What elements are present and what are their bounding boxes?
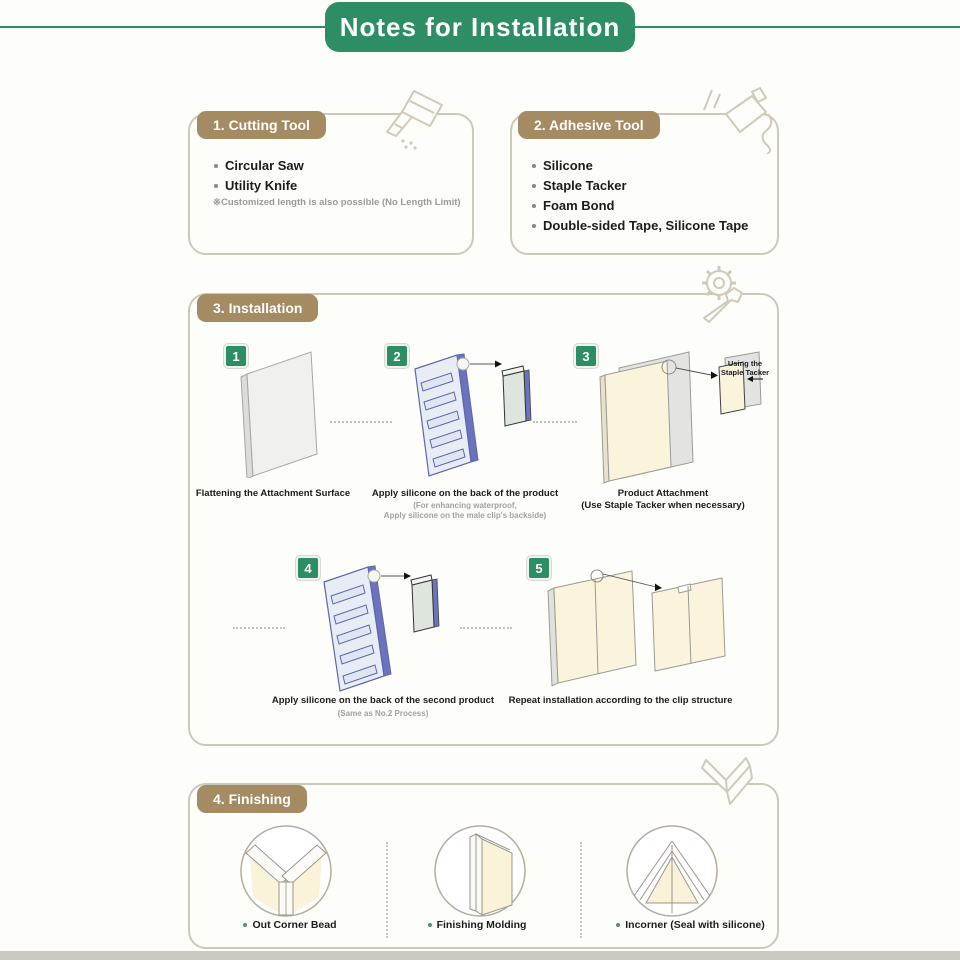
step3-annotation (716, 359, 774, 377)
finishing-separator-dots (386, 842, 388, 938)
finishing-separator-dots (580, 842, 582, 938)
section-label-installation: 3. Installation (197, 294, 318, 322)
adhesive-tool-list (532, 158, 748, 238)
list-item-label: Staple Tacker (543, 178, 627, 193)
section-label-cutting-tool: 1. Cutting Tool (197, 111, 326, 139)
list-item-label: Double-sided Tape, Silicone Tape (543, 218, 749, 233)
list-item-label: Circular Saw (225, 158, 304, 173)
step-badge-4: 4 (296, 556, 320, 580)
finishing-caption-out-corner-bead (215, 919, 365, 931)
bullet-dot (532, 164, 536, 168)
list-item (532, 198, 748, 213)
annotation-line: Using the (727, 359, 763, 368)
page-title-banner (325, 2, 635, 52)
bullet-dot (532, 184, 536, 188)
step4-subcaption: (Same as No.2 Process) (337, 709, 429, 718)
step-badge-1: 1 (224, 344, 248, 368)
step1-caption: Flattening the Attachment Surface (195, 488, 351, 499)
section-label-adhesive-tool: 2. Adhesive Tool (518, 111, 660, 139)
page-bottom-strip (0, 951, 960, 960)
utility-knife-icon (372, 88, 448, 152)
subcaption-line: Apply silicone on the male clip's backside) (383, 511, 547, 520)
list-item (532, 158, 748, 173)
subcaption-line: (For enhancing waterproof, (413, 501, 517, 510)
finishing-circle-incorner (624, 823, 720, 919)
step-separator-dots (460, 627, 512, 629)
caption-line: Product Attachment (617, 488, 709, 499)
list-item (532, 178, 748, 193)
bullet-dot (532, 204, 536, 208)
step-separator-dots (233, 627, 285, 629)
list-item-label: Foam Bond (543, 198, 615, 213)
step-badge-2: 2 (385, 344, 409, 368)
step-separator-dots (533, 421, 577, 423)
step4-caption: Apply silicone on the back of the second product (271, 695, 495, 706)
step5-repeat-installation-diagram (540, 560, 730, 690)
step5-caption: Repeat installation according to the clip structure (508, 695, 733, 706)
finishing-caption-incorner (598, 919, 783, 931)
caption-line: (Use Staple Tacker when necessary) (581, 500, 745, 511)
bullet-dot (214, 184, 218, 188)
bullet-dot (532, 224, 536, 228)
step-separator-dots (330, 421, 392, 423)
list-item (214, 158, 304, 173)
finishing-caption-label: Out Corner Bead (252, 919, 337, 931)
finishing-caption-finishing-molding (402, 919, 552, 931)
cutting-tool-note: ※Customized length is also possible (No Length Limit) (213, 197, 461, 208)
silicone-tube-icon (698, 86, 776, 154)
step2-caption: Apply silicone on the back of the product (371, 488, 559, 499)
step-badge-3: 3 (574, 344, 598, 368)
finishing-circle-out-corner-bead (238, 823, 334, 919)
list-item-label: Utility Knife (225, 178, 298, 193)
bullet-dot (214, 164, 218, 168)
step-badge-5: 5 (527, 556, 551, 580)
bullet-dot (428, 923, 432, 927)
section-label-finishing: 4. Finishing (197, 785, 307, 813)
step1-flat-panel-diagram (233, 346, 328, 478)
gear-wrench-icon (692, 262, 760, 326)
cutting-tool-list (214, 158, 304, 198)
finishing-caption-label: Finishing Molding (436, 919, 527, 931)
corner-trim-icon (700, 754, 756, 814)
step2-subcaption (355, 501, 575, 521)
page-title: Notes for Installation (339, 11, 621, 42)
step2-silicone-application-diagram (393, 350, 533, 478)
list-item-label: Silicone (543, 158, 593, 173)
list-item (532, 218, 748, 233)
list-item (214, 178, 304, 193)
bullet-dot (243, 923, 247, 927)
step3-caption (553, 488, 773, 512)
bullet-dot (616, 923, 620, 927)
step4-silicone-application-diagram (308, 562, 448, 692)
finishing-caption-label: Incorner (Seal with silicone) (625, 919, 765, 931)
finishing-circle-finishing-molding (432, 823, 528, 919)
annotation-line: Staple Tacker (720, 368, 770, 377)
